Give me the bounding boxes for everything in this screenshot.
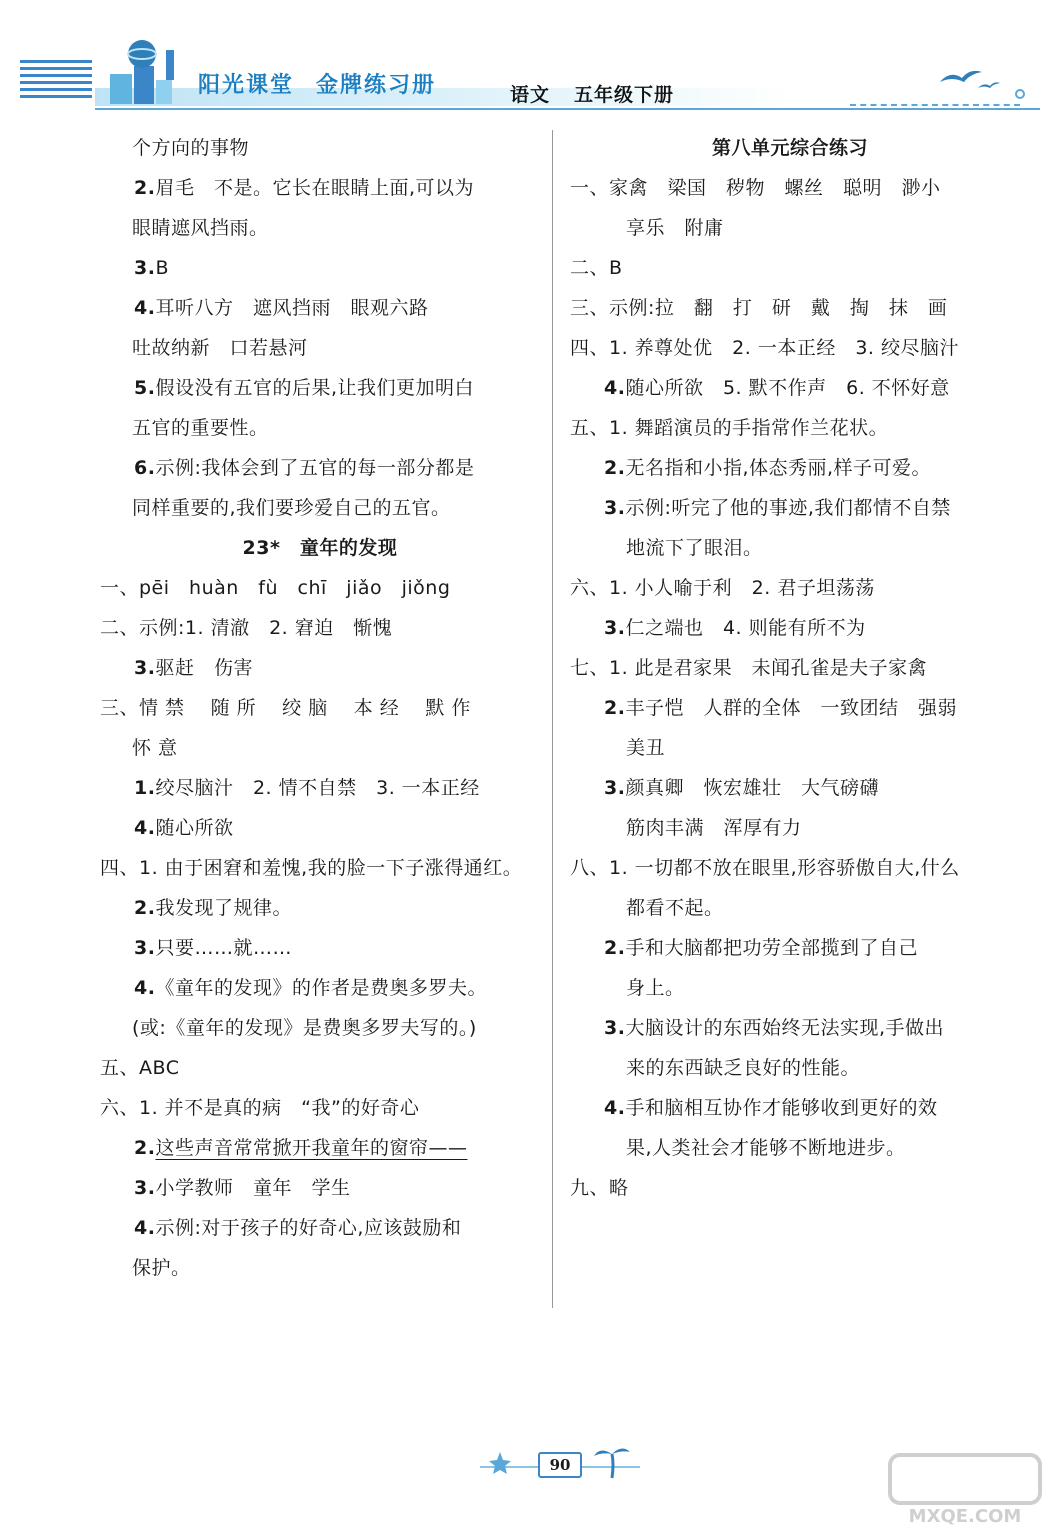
answer-text: 假设没有五官的后果,让我们更加明白 [155,377,474,399]
left-answer-line [100,768,540,808]
column-divider [552,130,553,1308]
answer-text: 地流下了眼泪。 [626,537,763,559]
item-number: 4. [604,377,626,399]
right-answer-line [570,648,1010,688]
answer-text: 23* 童年的发现 [242,537,398,559]
item-number: 4. [604,1097,626,1119]
answer-text: 大脑设计的东西始终无法实现,手做出 [625,1017,944,1039]
answer-text: 《童年的发现》的作者是费奥多罗夫。 [155,977,487,999]
answer-text: 丰子恺 人群的全体 一致团结 强弱 [625,697,957,719]
left-answer-line [100,168,540,208]
item-number: 4. [134,297,156,319]
left-answer-line [100,208,540,248]
answer-text: 怀 意 [132,737,178,759]
left-answer-line [100,808,540,848]
answer-text: 这些声音常常掀开我童年的窗帘—— [155,1137,468,1159]
answer-text: 眼睛遮风挡雨。 [132,217,269,239]
right-answer-line [570,328,1010,368]
grade-name: 五年级下册 [574,84,675,106]
left-answer-line [100,888,540,928]
globe-logo-icon [100,36,190,106]
item-number: 4. [134,977,156,999]
left-answer-line [100,1248,540,1288]
left-answer-line [100,408,540,448]
answer-text: (或:《童年的发现》是费奥多罗夫写的。) [132,1017,477,1039]
right-answer-line [570,688,1010,728]
item-number: 3. [604,617,626,639]
left-answer-line [100,248,540,288]
brand-part-2: 金牌练习册 [316,72,437,98]
answer-text: 第八单元综合练习 [711,137,868,159]
item-number: 2. [134,177,156,199]
right-answer-line [570,208,1010,248]
left-answer-line [100,328,540,368]
left-answer-line [100,1088,540,1128]
answer-text: 身上。 [626,977,685,999]
left-answer-line [100,688,540,728]
item-number: 2. [604,937,626,959]
left-answer-line [100,1048,540,1088]
item-number: 4. [134,1217,156,1239]
left-answer-line [100,648,540,688]
answer-text: 一、pēi huàn fù chī jiǎo jiǒng [100,577,451,599]
answer-text: 仁之端也 4. 则能有所不为 [625,617,866,639]
right-answer-line [570,608,1010,648]
right-answer-line [570,368,1010,408]
palm-tree-icon [590,1440,634,1480]
answer-text: 手和脑相互协作才能够收到更好的效 [625,1097,938,1119]
right-answer-line [570,248,1010,288]
left-answer-line [100,1208,540,1248]
brand-part-1: 阳光课堂 [198,72,295,98]
right-answer-line [570,1048,1010,1088]
subject-name: 语文 [510,84,551,106]
answer-text: 个方向的事物 [132,137,250,159]
right-answer-line [570,888,1010,928]
page-number: 90 [538,1452,582,1478]
answer-text: 享乐 附庸 [626,217,724,239]
left-answer-line [100,128,540,168]
watermark-text: MXQE.COM [908,1506,1022,1527]
item-number: 3. [134,257,156,279]
left-answer-line [100,448,540,488]
answer-text: 四、1. 由于困窘和羞愧,我的脸一下子涨得通红。 [100,857,523,879]
answer-text: 五官的重要性。 [132,417,269,439]
header-dashed-rule [850,104,1020,106]
answer-text: 六、1. 小人喻于利 2. 君子坦荡荡 [570,577,875,599]
subject-label [510,80,698,107]
answer-text: 都看不起。 [626,897,724,919]
answer-text: 二、B [570,257,623,279]
left-column [100,128,540,1288]
item-number: 2. [134,1137,156,1159]
answer-text: 二、示例:1. 清澈 2. 窘迫 惭愧 [100,617,393,639]
answer-text: 五、ABC [100,1057,180,1079]
item-number: 2. [604,457,626,479]
right-answer-line [570,808,1010,848]
left-answer-line [100,568,540,608]
left-answer-line [100,968,540,1008]
item-number: 3. [134,657,156,679]
answer-text: 眉毛 不是。它长在眼睛上面,可以为 [155,177,474,199]
answer-text: 三、示例:拉 翻 打 研 戴 掏 抹 画 [570,297,948,319]
item-number: 3. [134,937,156,959]
right-answer-line [570,1008,1010,1048]
answer-text: 四、1. 养尊处优 2. 一本正经 3. 绞尽脑汁 [570,337,960,359]
item-number: 2. [134,897,156,919]
right-answer-line [570,1168,1010,1208]
answer-text: 筋肉丰满 浑厚有力 [626,817,802,839]
item-number: 3. [604,1017,626,1039]
right-answer-line [570,728,1010,768]
answer-text: 六、1. 并不是真的病 “我”的好奇心 [100,1097,420,1119]
answer-text: 九、略 [570,1177,629,1199]
right-answer-line [570,768,1010,808]
answer-text: 七、1. 此是君家果 未闻孔雀是夫子家禽 [570,657,928,679]
left-answer-line [100,288,540,328]
right-answer-line [570,408,1010,448]
right-answer-line [570,1128,1010,1168]
right-answer-line [570,968,1010,1008]
item-number: 3. [604,497,626,519]
right-answer-line [570,168,1010,208]
right-answer-line [570,928,1010,968]
right-answer-line [570,488,1010,528]
answer-text: 美丑 [626,737,666,759]
answer-text: 无名指和小指,体态秀丽,样子可爱。 [625,457,932,479]
answer-text: 手和大脑都把功劳全部揽到了自己 [625,937,918,959]
answer-text: 耳听八方 遮风挡雨 眼观六路 [155,297,429,319]
left-answer-line [100,1008,540,1048]
item-number: 2. [604,697,626,719]
answer-text: 一、家禽 梁国 秽物 螺丝 聪明 渺小 [570,177,941,199]
item-number: 3. [604,777,626,799]
birds-icon [850,60,1040,110]
starfish-left-icon [480,1448,520,1478]
left-answer-line [100,528,540,568]
left-answer-line [100,1168,540,1208]
page-header [0,0,1058,130]
left-answer-line [100,488,540,528]
right-answer-line [570,128,1010,168]
item-number: 4. [134,817,156,839]
right-column [570,128,1010,1208]
page-footer [480,1440,640,1500]
brand-title [198,68,458,99]
left-answer-line [100,1128,540,1168]
left-answer-line [100,368,540,408]
item-number: 3. [134,1177,156,1199]
answer-text: 来的东西缺乏良好的性能。 [626,1057,861,1079]
right-answer-line [570,528,1010,568]
item-number: 1. [134,777,156,799]
answer-text: 八、1. 一切都不放在眼里,形容骄傲自大,什么 [570,857,960,879]
answer-text: 绞尽脑汁 2. 情不自禁 3. 一本正经 [155,777,480,799]
answer-text: 随心所欲 [155,817,234,839]
answer-text: 我发现了规律。 [155,897,292,919]
answer-text: 示例:听完了他的事迹,我们都情不自禁 [625,497,951,519]
right-answer-line [570,568,1010,608]
answer-text: 只要……就…… [155,937,292,959]
right-answer-line [570,1088,1010,1128]
answer-text: 同样重要的,我们要珍爱自己的五官。 [132,497,451,519]
answer-text: 小学教师 童年 学生 [155,1177,351,1199]
answer-text: 三、情 禁 随 所 绞 脑 本 经 默 作 [100,697,471,719]
right-answer-line [570,448,1010,488]
answer-text: 保护。 [132,1257,191,1279]
answer-text: 驱赶 伤害 [155,657,253,679]
watermark-logo [880,1450,1050,1530]
left-answer-line [100,728,540,768]
answer-text: 示例:我体会到了五官的每一部分都是 [155,457,475,479]
right-answer-line [570,848,1010,888]
left-answer-line [100,928,540,968]
header-stripes [20,60,92,106]
answer-text: 五、1. 舞蹈演员的手指常作兰花状。 [570,417,889,439]
answer-text: 吐故纳新 口若悬河 [132,337,308,359]
right-answer-line [570,288,1010,328]
left-answer-line [100,848,540,888]
answer-text: B [155,257,169,279]
answer-text: 示例:对于孩子的好奇心,应该鼓励和 [155,1217,462,1239]
answer-text: 颜真卿 恢宏雄壮 大气磅礴 [625,777,879,799]
item-number: 6. [134,457,156,479]
answer-text: 随心所欲 5. 默不作声 6. 不怀好意 [625,377,950,399]
answer-text: 果,人类社会才能够不断地进步。 [626,1137,906,1159]
left-answer-line [100,608,540,648]
item-number: 5. [134,377,156,399]
